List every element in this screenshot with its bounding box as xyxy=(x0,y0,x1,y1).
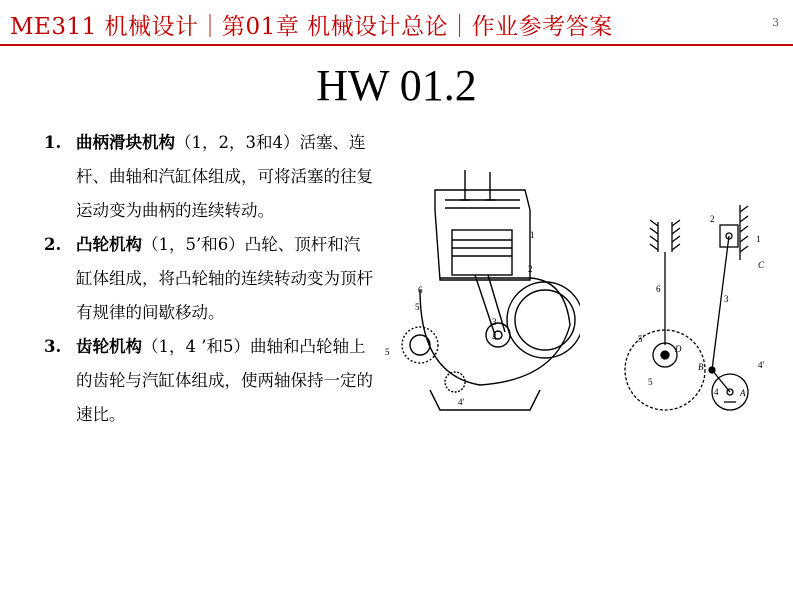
kinematic-diagram xyxy=(620,160,780,420)
item-body xyxy=(76,126,374,228)
diagram-label: 1 xyxy=(756,234,761,244)
diagram-label: 5' xyxy=(638,334,645,344)
item-parts: （1，4 ’和5） xyxy=(142,337,250,356)
answer-list xyxy=(44,126,374,432)
engine-label: 6 xyxy=(418,285,423,295)
item-body xyxy=(76,228,374,330)
item-text: 活塞、连杆、曲轴和汽缸体组成，可将活塞的往复运动变为曲柄的连续转动。 xyxy=(76,133,373,220)
item-term: 曲柄滑块机构 xyxy=(76,133,175,152)
engine-label: 4' xyxy=(458,397,465,407)
item-term: 齿轮机构 xyxy=(76,337,142,356)
diagram-label: 5 xyxy=(648,377,653,387)
engine-label: 5 xyxy=(385,347,390,357)
item-text: 曲轴和凸轮轴上的齿轮与汽缸体组成，使两轴保持一定的速比。 xyxy=(76,337,373,424)
diagram-label: 4' xyxy=(758,360,765,370)
diagram-label: 4 xyxy=(714,387,719,397)
engine-label: 2 xyxy=(528,264,533,274)
item-number: 3. xyxy=(44,337,62,356)
engine-label: 1 xyxy=(530,230,535,240)
diagram-label: B xyxy=(698,362,704,372)
diagram-label: 2 xyxy=(710,214,715,224)
item-term: 凸轮机构 xyxy=(76,235,142,254)
list-item xyxy=(44,126,374,228)
item-number: 1. xyxy=(44,133,62,152)
diagram-label: 3 xyxy=(724,294,729,304)
item-body xyxy=(76,330,374,432)
diagram-label: D xyxy=(675,344,682,354)
header-divider xyxy=(0,44,793,46)
list-item xyxy=(44,228,374,330)
diagram-label: A xyxy=(740,388,746,398)
page-number: 3 xyxy=(772,16,779,29)
item-parts: （1，5’和6） xyxy=(142,235,245,254)
item-parts: （1，2，3和4） xyxy=(175,133,300,152)
diagram-label: C xyxy=(758,260,765,270)
header-title: ME311 机械设计｜第01章 机械设计总论｜作业参考答案 xyxy=(10,14,613,40)
slide-title: HW 01.2 xyxy=(316,61,477,110)
item-number: 2. xyxy=(44,235,62,254)
engine-label: 4 xyxy=(492,332,497,342)
item-text: 凸轮、顶杆和汽缸体组成，将凸轮轴的连续转动变为顶杆有规律的间歇移动。 xyxy=(76,235,373,322)
diagram-label: 6 xyxy=(656,284,661,294)
engine-label: 3 xyxy=(492,317,497,327)
engine-cutaway-figure xyxy=(380,160,580,420)
list-item xyxy=(44,330,374,432)
engine-label: 5' xyxy=(415,302,422,312)
